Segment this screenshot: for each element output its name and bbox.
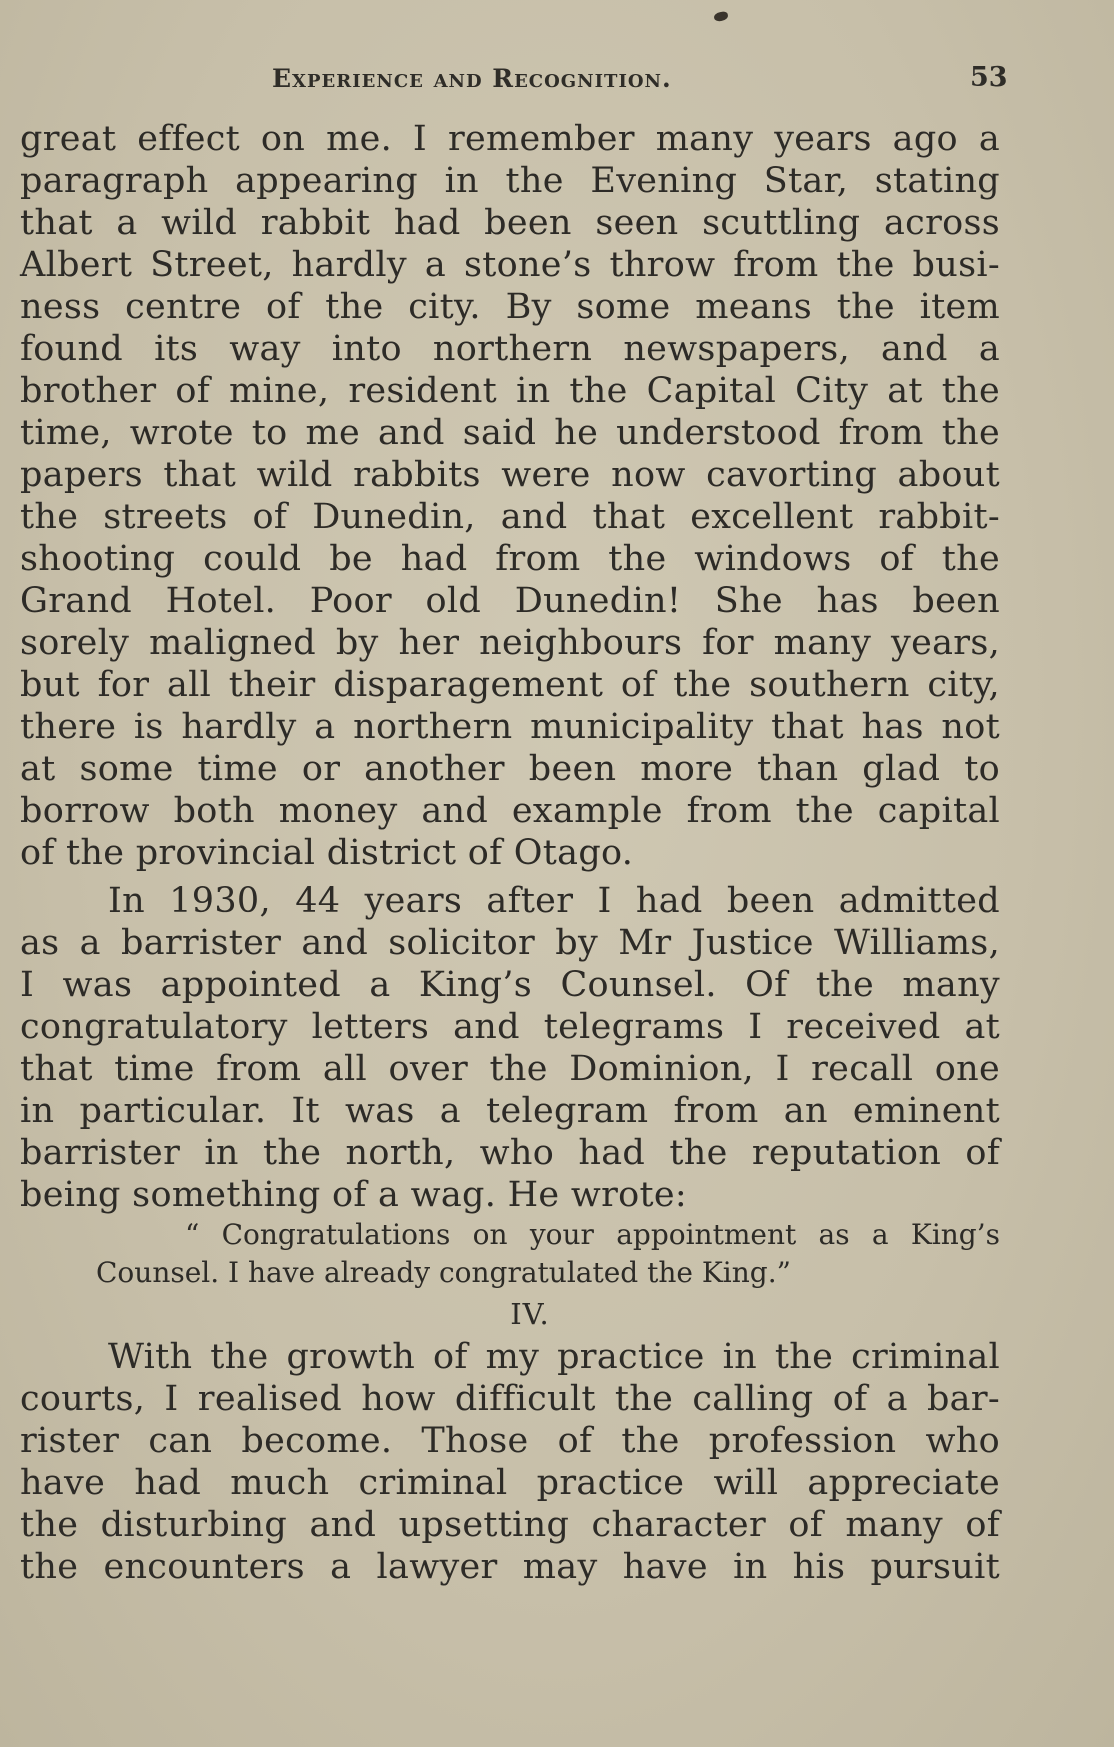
ink-blot bbox=[713, 11, 728, 22]
text-line: the encounters a lawyer may have in his pursuit bbox=[20, 1547, 1000, 1587]
text-line: of the provincial district of Otago. bbox=[20, 833, 634, 873]
text-line: at some time or another been more than glad to bbox=[20, 749, 1000, 789]
text-line: that time from all over the Dominion, I recall one bbox=[20, 1049, 1000, 1089]
text-line: With the growth of my practice in the criminal bbox=[108, 1337, 1000, 1377]
text-line: have had much criminal practice will appreciate bbox=[20, 1463, 1000, 1503]
running-head: Experience and Recognition. bbox=[272, 64, 672, 93]
paragraph-1 bbox=[20, 118, 1000, 874]
text-line: borrow both money and example from the capital bbox=[20, 791, 1000, 831]
text-line: shooting could be had from the windows of the bbox=[20, 539, 1000, 579]
text-line: being something of a wag. He wrote: bbox=[20, 1175, 688, 1215]
text-line: congratulatory letters and telegrams I received at bbox=[20, 1007, 1000, 1047]
quote-line: “ Congratulations on your appointment as a King’s bbox=[185, 1218, 1000, 1251]
text-line: barrister in the north, who had the reputation of bbox=[20, 1133, 1000, 1173]
text-line: I was appointed a King’s Counsel. Of the many bbox=[20, 965, 1000, 1005]
text-line: papers that wild rabbits were now cavorting about bbox=[20, 455, 1000, 495]
text-line: time, wrote to me and said he understood from the bbox=[20, 413, 1000, 453]
text-line: ness centre of the city. By some means the item bbox=[20, 287, 1000, 327]
paragraph-2 bbox=[20, 880, 1000, 1216]
text-line: In 1930, 44 years after I had been admitted bbox=[108, 881, 1000, 921]
text-line: but for all their disparagement of the southern city, bbox=[20, 665, 1000, 705]
text-line: the streets of Dunedin, and that excellent rabbit- bbox=[20, 497, 1000, 537]
body-text bbox=[20, 118, 1000, 1588]
text-line: courts, I realised how difficult the calling of a bar- bbox=[20, 1379, 1000, 1419]
text-line: Grand Hotel. Poor old Dunedin! She has been bbox=[20, 581, 1000, 621]
text-line: paragraph appearing in the Evening Star, stating bbox=[20, 161, 1000, 201]
paragraph-3 bbox=[20, 1336, 1000, 1588]
quote-line: Counsel. I have already congratulated the King.” bbox=[96, 1256, 791, 1289]
page-header bbox=[0, 60, 1114, 100]
text-line: great effect on me. I remember many years ago a bbox=[20, 119, 1000, 159]
text-line: rister can become. Those of the profession who bbox=[20, 1421, 1000, 1461]
text-line: Albert Street, hardly a stone’s throw from the busi- bbox=[20, 245, 1000, 285]
text-line: as a barrister and solicitor by Mr Justice Williams, bbox=[20, 923, 1000, 963]
section-heading: IV. bbox=[510, 1297, 550, 1331]
text-line: that a wild rabbit had been seen scuttling across bbox=[20, 203, 1000, 243]
text-line: brother of mine, resident in the Capital City at the bbox=[20, 371, 1000, 411]
text-line: found its way into northern newspapers, and a bbox=[20, 329, 1000, 369]
page-number: 53 bbox=[970, 62, 1008, 93]
text-line: the disturbing and upsetting character of many of bbox=[20, 1505, 1000, 1545]
text-line: in particular. It was a telegram from an eminent bbox=[20, 1091, 1000, 1131]
telegram-quote bbox=[20, 1216, 1000, 1292]
text-line: sorely maligned by her neighbours for many years, bbox=[20, 623, 1000, 663]
text-line: there is hardly a northern municipality that has not bbox=[20, 707, 1000, 747]
